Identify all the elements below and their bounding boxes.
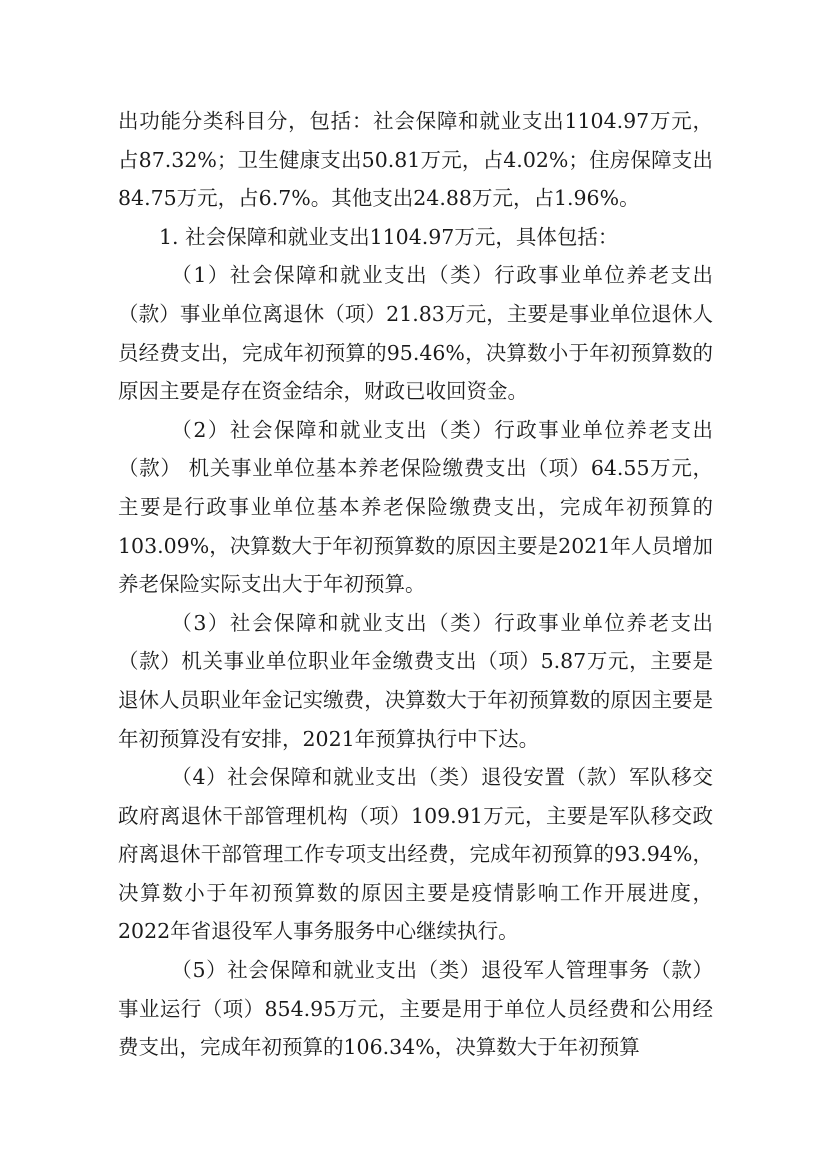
paragraph-expenditure-summary: 出功能分类科目分，包括：社会保障和就业支出1104.97万元，占87.32%；卫生健康支出50.81万元，占4.02%；住房保障支出84.75万元，占6.7%。其他支出24.88万元，占1.96%。 (118, 109, 713, 211)
paragraph-item-2: （2）社会保障和就业支出（类）行政事业单位养老支出（款） 机关事业单位基本养老保险缴费支出（项）64.55万元，主要是行政事业单位基本养老保险缴费支出，完成年初预算的103.09%，决算数大于年初预算数的原因主要是2021年人员增加养老保险实际支出大于年初预算。 (118, 417, 713, 597)
paragraph-item-5: （5）社会保障和就业支出（类）退役军人管理事务（款）事业运行（项）854.95万元，主要是用于单位人员经费和公用经费支出，完成年初预算的106.34%，决算数大于年初预算 (118, 958, 713, 1060)
paragraph-item-3: （3）社会保障和就业支出（类）行政事业单位养老支出（款）机关事业单位职业年金缴费支出（项）5.87万元，主要是退休人员职业年金记实缴费，决算数大于年初预算数的原因主要是年初预算没有安排，2021年预算执行中下达。 (118, 610, 713, 751)
paragraph-item-4: （4）社会保障和就业支出（类）退役安置（款）军队移交政府离退休干部管理机构（项）109.91万元，主要是军队移交政府离退休干部管理工作专项支出经费，完成年初预算的93.94%，决算数小于年初预算数的原因主要是疫情影响工作开展进度，2022年省退役军人事务服务中心继续执行。 (118, 765, 713, 944)
paragraph-social-security-heading: 1. 社会保障和就业支出1104.97万元，具体包括： (159, 224, 619, 249)
paragraph-item-1: （1）社会保障和就业支出（类）行政事业单位养老支出（款）事业单位离退休（项）21.83万元，主要是事业单位退休人员经费支出，完成年初预算的95.46%，决算数小于年初预算数的原因主要是存在资金结余，财政已收回资金。 (118, 263, 713, 404)
document-body (118, 102, 713, 1067)
